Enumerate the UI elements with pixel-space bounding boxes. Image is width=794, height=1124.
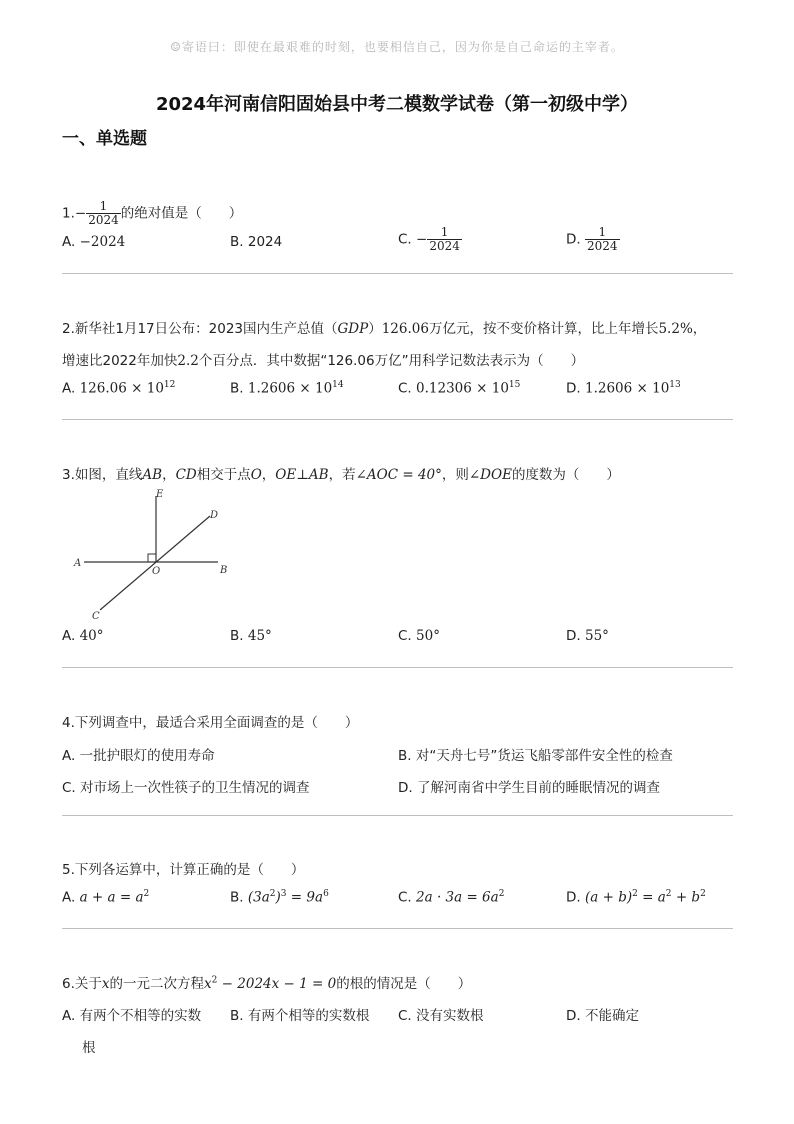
q1-option-c[interactable]	[398, 226, 462, 253]
q3-line-cd: CD	[175, 467, 197, 483]
question-5-stem: 5.下列各运算中，计算正确的是（ ）	[62, 862, 305, 878]
q2-text: ，	[692, 321, 707, 337]
q5-option-d-exponent: 2	[665, 889, 672, 899]
q4-option-c[interactable]: C. 对市场上一次性筷子的卫生情况的调查	[62, 780, 310, 796]
q3-option-d[interactable]	[566, 628, 609, 644]
q2-option-a-letter: A.	[62, 380, 76, 397]
q2-option-d-value: 1.2606 × 10	[584, 380, 670, 397]
q1-fraction	[86, 200, 121, 227]
q4-option-d[interactable]: D. 了解河南省中学生目前的睡眠情况的调查	[398, 780, 660, 796]
q1-option-a[interactable]	[62, 234, 125, 250]
q1-option-c-minus: −	[416, 231, 428, 248]
q5-option-b-value: )	[275, 889, 281, 906]
question-1-stem	[62, 200, 242, 227]
q3-option-b[interactable]	[230, 628, 272, 644]
q6-text: 6.关于	[62, 976, 102, 992]
q5-option-a[interactable]	[62, 889, 149, 906]
label-e: E	[156, 489, 164, 500]
q1-minus: −	[74, 205, 87, 222]
q1-option-c-num: 1	[440, 225, 449, 239]
q3-option-a-letter: A.	[62, 628, 76, 644]
q1-option-c-fraction	[427, 226, 462, 253]
q6-equation-exponent: 2	[211, 975, 218, 986]
q3-point-o: O	[250, 467, 262, 483]
question-4-stem: 4.下列调查中，最适合采用全面调查的是（ ）	[62, 715, 359, 731]
q2-option-c-value: 0.12306 × 10	[416, 380, 509, 397]
q3-text: ，	[162, 467, 176, 483]
q5-option-b-letter: B.	[230, 889, 244, 906]
q2-gdp: GDP	[337, 321, 369, 337]
q5-option-b-value: (3a	[247, 889, 270, 906]
q3-perpendicular: OE⊥AB	[275, 467, 329, 483]
q3-text: 的度数为（ ）	[511, 467, 620, 483]
q2-option-d[interactable]	[566, 380, 681, 397]
question-3-stem	[62, 463, 620, 483]
q6-option-a[interactable]: A. 有两个不相等的实数	[62, 1008, 202, 1024]
q1-option-a-value: −2024	[79, 234, 126, 250]
page-title: 2024年河南信阳固始县中考二模数学试卷（第一初级中学）	[155, 94, 639, 115]
q1-frac-den: 2024	[88, 213, 119, 227]
q2-option-a-value: 126.06 × 10	[79, 380, 164, 397]
q2-number: 2.2	[177, 353, 199, 369]
line-cd	[100, 516, 210, 610]
q2-option-a-exponent: 12	[163, 380, 176, 390]
q1-frac-num: 1	[99, 199, 108, 213]
label-d: D	[210, 510, 219, 521]
q5-option-b-exponent: 2	[269, 889, 276, 899]
question-2-stem-line2	[62, 349, 584, 369]
question-2-stem-line1	[62, 317, 706, 337]
q3-option-d-value: 55°	[584, 628, 609, 644]
q3-option-a-value: 40°	[79, 628, 104, 644]
q5-option-c[interactable]	[398, 889, 504, 906]
q4-option-a[interactable]: A. 一批护眼灯的使用寿命	[62, 748, 215, 764]
q3-option-c-value: 50°	[416, 628, 440, 644]
q1-option-b-letter: B.	[230, 234, 244, 250]
q6-text: 的一元二次方程	[109, 976, 205, 992]
q5-option-c-value: 2a · 3a = 6a	[416, 889, 499, 906]
q3-text: ，若	[328, 467, 356, 483]
q5-option-d-value: + b	[671, 889, 701, 906]
q5-option-a-exponent: 2	[143, 889, 150, 899]
q2-option-a[interactable]	[62, 380, 175, 397]
q2-option-b[interactable]	[230, 380, 344, 397]
q5-option-a-letter: A.	[62, 889, 76, 906]
q3-text: ，则	[441, 467, 469, 483]
q6-option-a-continuation: 根	[82, 1040, 96, 1056]
q3-option-a[interactable]	[62, 628, 104, 644]
q2-text: 2.新华社1月17日公布：2023国内生产总值（	[62, 321, 338, 337]
q3-option-b-letter: B.	[230, 628, 244, 644]
q6-equation: − 2024x − 1 = 0	[217, 976, 337, 992]
q3-text: 相交于点	[196, 467, 251, 483]
q6-option-d[interactable]: D. 不能确定	[566, 1008, 639, 1024]
q2-text: 万亿元，按不变价格计算，比上年增长	[428, 321, 659, 337]
right-angle-mark	[148, 554, 156, 562]
q3-text: 3.如图，直线	[62, 467, 143, 483]
q1-suffix: 的绝对值是（ ）	[120, 205, 243, 222]
q6-option-c[interactable]: C. 没有实数根	[398, 1008, 484, 1024]
q2-number: 126.06	[381, 321, 429, 337]
q5-option-d[interactable]	[566, 889, 706, 906]
q3-angle-aoc: ∠AOC = 40°	[355, 467, 442, 483]
q1-option-b[interactable]	[230, 234, 282, 250]
q6-variable: x	[101, 976, 110, 992]
divider	[62, 928, 733, 929]
q3-angle-doe: ∠DOE	[468, 467, 512, 483]
q2-text: 个百分点．其中数据“126.06万亿”用科学记数法表示为（ ）	[198, 353, 585, 369]
q2-text: ）	[368, 321, 382, 337]
q4-option-b[interactable]: B. 对“天舟七号”货运飞船零部件安全性的检查	[398, 748, 673, 764]
q1-option-c-letter: C.	[398, 231, 412, 248]
q3-option-c[interactable]	[398, 628, 440, 644]
q2-percent: 5.2%	[658, 321, 693, 337]
q3-line-ab: AB	[142, 467, 163, 483]
q1-option-a-letter: A.	[62, 234, 76, 250]
q3-option-d-letter: D.	[566, 628, 581, 644]
q5-option-b-exponent: 6	[323, 889, 329, 899]
q2-option-d-letter: D.	[566, 380, 581, 397]
q3-option-c-letter: C.	[398, 628, 412, 644]
label-a: A	[74, 558, 82, 569]
q1-prefix: 1.	[62, 205, 75, 222]
question-6-stem	[62, 972, 471, 992]
q5-option-b-exponent: 3	[280, 889, 287, 899]
q1-option-d-den: 2024	[586, 239, 618, 253]
q2-text: 增速比2022年加快	[62, 353, 178, 369]
q6-equation: x	[204, 976, 212, 992]
q5-option-c-letter: C.	[398, 889, 412, 906]
q6-text: 的根的情况是（ ）	[336, 976, 472, 992]
q5-option-d-value: (a + b)	[584, 889, 633, 906]
q3-text: ，	[261, 467, 276, 483]
q2-option-c[interactable]	[398, 380, 520, 397]
divider	[62, 815, 733, 816]
q2-option-c-letter: C.	[398, 380, 412, 397]
q5-option-b[interactable]	[230, 889, 329, 906]
q2-option-d-exponent: 13	[669, 380, 681, 390]
q5-option-d-exponent: 2	[700, 889, 706, 899]
q2-option-b-exponent: 14	[332, 380, 344, 390]
q2-option-b-value: 1.2606 × 10	[247, 380, 333, 397]
label-b: B	[220, 565, 228, 576]
label-c: C	[92, 611, 100, 622]
q5-option-d-exponent: 2	[632, 889, 638, 899]
q1-option-d-fraction	[585, 226, 620, 253]
divider	[62, 419, 733, 420]
q1-option-c-den: 2024	[429, 239, 460, 253]
q1-option-d-num: 1	[598, 225, 607, 239]
q6-option-b[interactable]: B. 有两个相等的实数根	[230, 1008, 370, 1024]
q2-option-b-letter: B.	[230, 380, 244, 397]
q1-option-b-value: 2024	[247, 234, 283, 250]
q3-option-b-value: 45°	[247, 628, 272, 644]
q5-option-d-value: = a	[637, 889, 666, 906]
q3-geometry-figure	[70, 488, 250, 623]
section-heading: 一、单选题	[62, 129, 147, 149]
divider	[62, 273, 733, 274]
q5-option-c-exponent: 2	[498, 889, 505, 899]
q5-option-b-value: = 9a	[286, 889, 324, 906]
q5-option-a-value: a + a = a	[79, 889, 144, 906]
divider	[62, 667, 733, 668]
motto-header: ☺寄语曰：即使在最艰难的时刻，也要相信自己，因为你是自己命运的主宰者。	[170, 40, 624, 54]
q1-option-d[interactable]	[566, 226, 620, 253]
label-o: O	[152, 566, 161, 577]
q5-option-d-letter: D.	[566, 889, 581, 906]
q2-option-c-exponent: 15	[508, 380, 521, 390]
q1-option-d-letter: D.	[566, 231, 581, 248]
